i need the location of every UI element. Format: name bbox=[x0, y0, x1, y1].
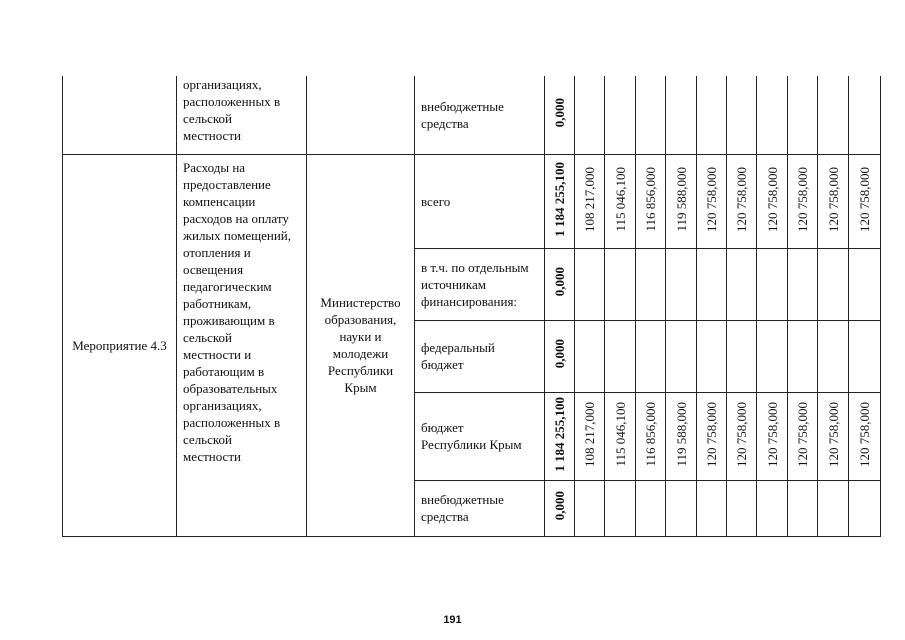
year-cell-7-value: 120 758,000 bbox=[795, 166, 810, 232]
year-cell-4 bbox=[697, 320, 727, 392]
year-cell-7 bbox=[788, 480, 818, 536]
total-cell-continued bbox=[545, 76, 575, 154]
total-cell bbox=[545, 392, 575, 480]
year-cell-1 bbox=[605, 392, 636, 480]
table-row-continued bbox=[63, 76, 881, 154]
year-cell-5 bbox=[727, 248, 757, 320]
budget-table bbox=[62, 76, 881, 537]
description-continued: организациях, расположенных в сельской местности bbox=[177, 76, 307, 154]
year-cell-0 bbox=[575, 248, 605, 320]
year-cell-2 bbox=[636, 248, 666, 320]
year-cell-1-value: 115 046,100 bbox=[612, 166, 628, 232]
funding-source: федеральный бюджет bbox=[415, 320, 545, 392]
year-cell-1 bbox=[605, 248, 636, 320]
year-cell-6 bbox=[757, 154, 788, 248]
year-cell-9 bbox=[849, 480, 881, 536]
year-cell-continued-4 bbox=[697, 76, 727, 154]
year-cell-7 bbox=[788, 154, 818, 248]
year-cell-1-value: 115 046,100 bbox=[612, 401, 628, 467]
year-cell-continued-9 bbox=[849, 76, 881, 154]
year-cell-8-value: 120 758,000 bbox=[825, 401, 841, 467]
total-cell-value: 0,000 bbox=[552, 267, 567, 297]
year-cell-8 bbox=[818, 480, 849, 536]
year-cell-5 bbox=[727, 480, 757, 536]
year-cell-6 bbox=[757, 480, 788, 536]
measure-cell-continued bbox=[63, 76, 177, 154]
year-cell-0 bbox=[575, 154, 605, 248]
total-cell bbox=[545, 320, 575, 392]
year-cell-2-value: 116 856,000 bbox=[643, 166, 658, 232]
year-cell-continued-8 bbox=[818, 76, 849, 154]
year-cell-3 bbox=[666, 392, 697, 480]
source-cell-continued: внебюджетные средства bbox=[415, 76, 545, 154]
funding-source: внебюджетные средства bbox=[415, 480, 545, 536]
year-cell-continued-1 bbox=[605, 76, 636, 154]
year-cell-9 bbox=[849, 248, 881, 320]
year-cell-0 bbox=[575, 320, 605, 392]
year-cell-4 bbox=[697, 480, 727, 536]
year-cell-0 bbox=[575, 392, 605, 480]
year-cell-2 bbox=[636, 392, 666, 480]
year-cell-6-value: 120 758,000 bbox=[764, 401, 780, 467]
total-cell-value: 0,000 bbox=[552, 491, 567, 521]
total-cell-continued-value: 0,000 bbox=[552, 98, 567, 128]
year-cell-9 bbox=[849, 320, 881, 392]
year-cell-5-value: 120 758,000 bbox=[734, 166, 749, 232]
year-cell-4-value: 120 758,000 bbox=[704, 166, 719, 232]
year-cell-7-value: 120 758,000 bbox=[795, 401, 810, 467]
year-cell-2 bbox=[636, 480, 666, 536]
year-cell-7 bbox=[788, 392, 818, 480]
year-cell-3 bbox=[666, 248, 697, 320]
year-cell-0-value: 108 217,000 bbox=[582, 166, 597, 232]
year-cell-2 bbox=[636, 154, 666, 248]
year-cell-8-value: 120 758,000 bbox=[825, 166, 841, 232]
year-cell-5 bbox=[727, 320, 757, 392]
total-cell bbox=[545, 248, 575, 320]
year-cell-continued-0 bbox=[575, 76, 605, 154]
year-cell-6 bbox=[757, 392, 788, 480]
year-cell-9-value: 120 758,000 bbox=[857, 401, 872, 467]
year-cell-3 bbox=[666, 154, 697, 248]
year-cell-6 bbox=[757, 320, 788, 392]
year-cell-6-value: 120 758,000 bbox=[764, 166, 780, 232]
year-cell-continued-6 bbox=[757, 76, 788, 154]
year-cell-7 bbox=[788, 320, 818, 392]
total-cell-value: 1 184 255,100 bbox=[552, 161, 567, 237]
page-number: 191 bbox=[443, 614, 462, 626]
year-cell-8 bbox=[818, 320, 849, 392]
year-cell-7 bbox=[788, 248, 818, 320]
year-cell-4 bbox=[697, 248, 727, 320]
year-cell-3-value: 119 588,000 bbox=[673, 166, 689, 232]
funding-source: всего bbox=[415, 154, 545, 248]
funding-source: бюджет Республики Крым bbox=[415, 392, 545, 480]
table-row bbox=[63, 154, 881, 248]
year-cell-4-value: 120 758,000 bbox=[704, 401, 719, 467]
year-cell-0 bbox=[575, 480, 605, 536]
year-cell-8 bbox=[818, 392, 849, 480]
executor-cell-continued bbox=[307, 76, 415, 154]
measure-description: Расходы на предоставление компенсации расходов на оплату жилых помещений, отопления и освещения педагогическим работникам, проживающим в сельской местности и работающим в образовательных организациях, расположенных в сельской местности bbox=[177, 154, 307, 536]
measure-executor: Министерство образования, науки и молодежи Республики Крым bbox=[307, 154, 415, 536]
year-cell-continued-5 bbox=[727, 76, 757, 154]
total-cell bbox=[545, 480, 575, 536]
total-cell bbox=[545, 154, 575, 248]
year-cell-continued-7 bbox=[788, 76, 818, 154]
year-cell-continued-2 bbox=[636, 76, 666, 154]
year-cell-5 bbox=[727, 392, 757, 480]
year-cell-2-value: 116 856,000 bbox=[643, 401, 658, 467]
measure-label: Мероприятие 4.3 bbox=[63, 154, 177, 536]
year-cell-6 bbox=[757, 248, 788, 320]
year-cell-continued-3 bbox=[666, 76, 697, 154]
total-cell-value: 1 184 255,100 bbox=[552, 396, 567, 472]
year-cell-5-value: 120 758,000 bbox=[734, 401, 749, 467]
year-cell-1 bbox=[605, 320, 636, 392]
year-cell-9 bbox=[849, 392, 881, 480]
year-cell-3-value: 119 588,000 bbox=[673, 401, 689, 467]
year-cell-4 bbox=[697, 392, 727, 480]
year-cell-1 bbox=[605, 480, 636, 536]
year-cell-3 bbox=[666, 320, 697, 392]
year-cell-9 bbox=[849, 154, 881, 248]
total-cell-value: 0,000 bbox=[552, 339, 567, 369]
funding-source: в т.ч. по отдельным источникам финансирования: bbox=[415, 248, 545, 320]
year-cell-9-value: 120 758,000 bbox=[857, 166, 872, 232]
year-cell-8 bbox=[818, 154, 849, 248]
year-cell-3 bbox=[666, 480, 697, 536]
year-cell-1 bbox=[605, 154, 636, 248]
year-cell-2 bbox=[636, 320, 666, 392]
budget-table-body bbox=[63, 76, 881, 536]
year-cell-0-value: 108 217,000 bbox=[582, 401, 597, 467]
year-cell-4 bbox=[697, 154, 727, 248]
year-cell-8 bbox=[818, 248, 849, 320]
year-cell-5 bbox=[727, 154, 757, 248]
